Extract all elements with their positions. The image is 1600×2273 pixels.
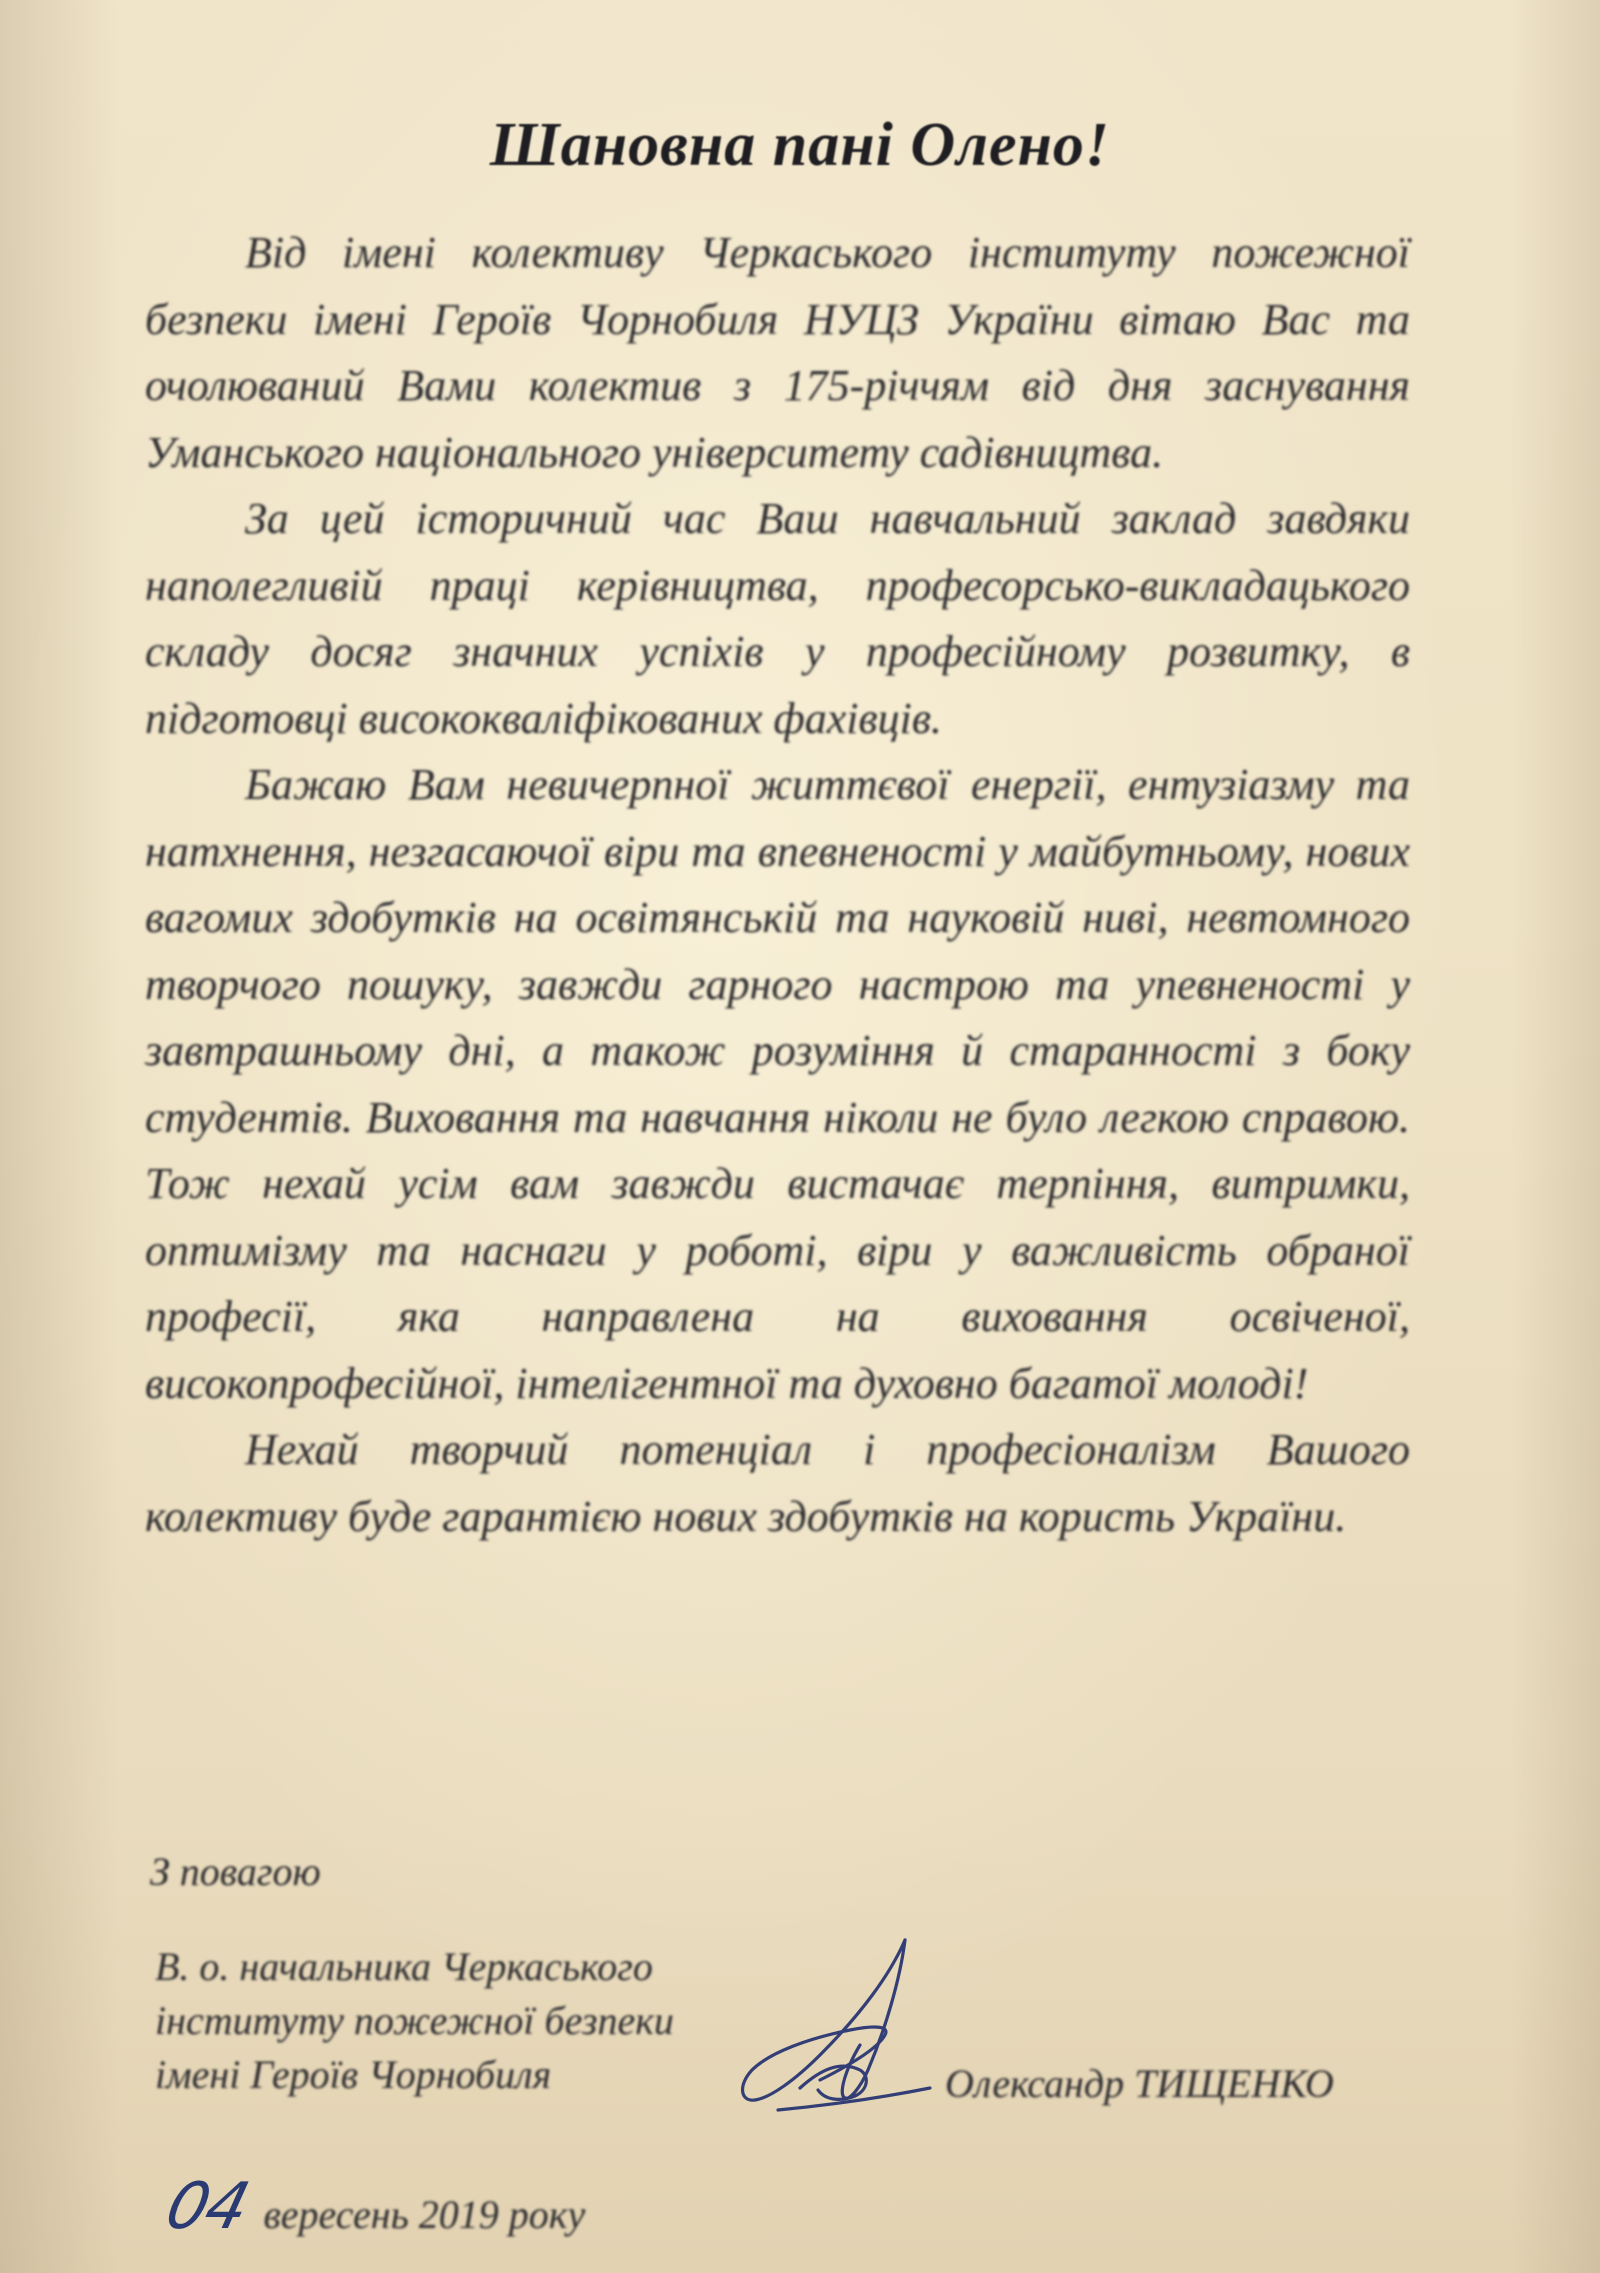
paragraph-3: Бажаю Вам невичерпної життєвої енергії, ентузіазму та натхнення, незгасаючої віри та впевненості у майбутньому, нових вагомих здобутків на освітянській та науковій ниві, невтомного творчого пошуку, завжди гарного настрою та упевненості у завтрашньому дні, а також розуміння й старанності з боку студентів. Виховання та навчання ніколи не було легкою справою. Тож нехай усім вам завжди вистачає терпіння, витримки, оптимізму та наснаги у роботі, віри у важливість обраної професії, яка направлена на виховання освіченої, високопрофесійної, інтелігентної та духовно багатої молоді! — [145, 760, 1410, 1408]
signatory-name: Олександр ТИЩЕНКО — [945, 2061, 1334, 2106]
date-month-year: вересень 2019 року — [263, 2192, 586, 2237]
signatory-title-line: В. о. начальника Черкаського — [155, 1944, 653, 1989]
closing: З повагою — [150, 1849, 321, 1894]
paragraph-4: Нехай творчий потенціал і професіоналізм Вашого колективу буде гарантією нових здобутків на користь України. — [145, 1425, 1410, 1541]
letter-body — [145, 220, 1410, 1550]
date-day-handwritten: 04 — [158, 2170, 255, 2244]
salutation: Шановна пані Олено! — [489, 111, 1111, 179]
paragraph-2: За цей історичний час Ваш навчальний заклад завдяки наполегливій праці керівництва, професорсько-викладацького складу досяг значних успіхів у професійному розвитку, в підготовці висококваліфікованих фахівців. — [145, 494, 1410, 743]
paragraph-1: Від імені колективу Черкаського інституту пожежної безпеки імені Героїв Чорнобиля НУЦЗ України вітаю Вас та очолюваний Вами колектив з 175-річчям від дня заснування Уманського національного університету садівництва. — [145, 228, 1410, 477]
signatory-title — [155, 1940, 795, 2102]
signature-icon — [700, 1920, 960, 2120]
letter-date — [158, 2170, 586, 2260]
signatory-title-line: інституту пожежної безпеки — [155, 1998, 674, 2043]
signatory-title-line: імені Героїв Чорнобиля — [155, 2052, 552, 2097]
